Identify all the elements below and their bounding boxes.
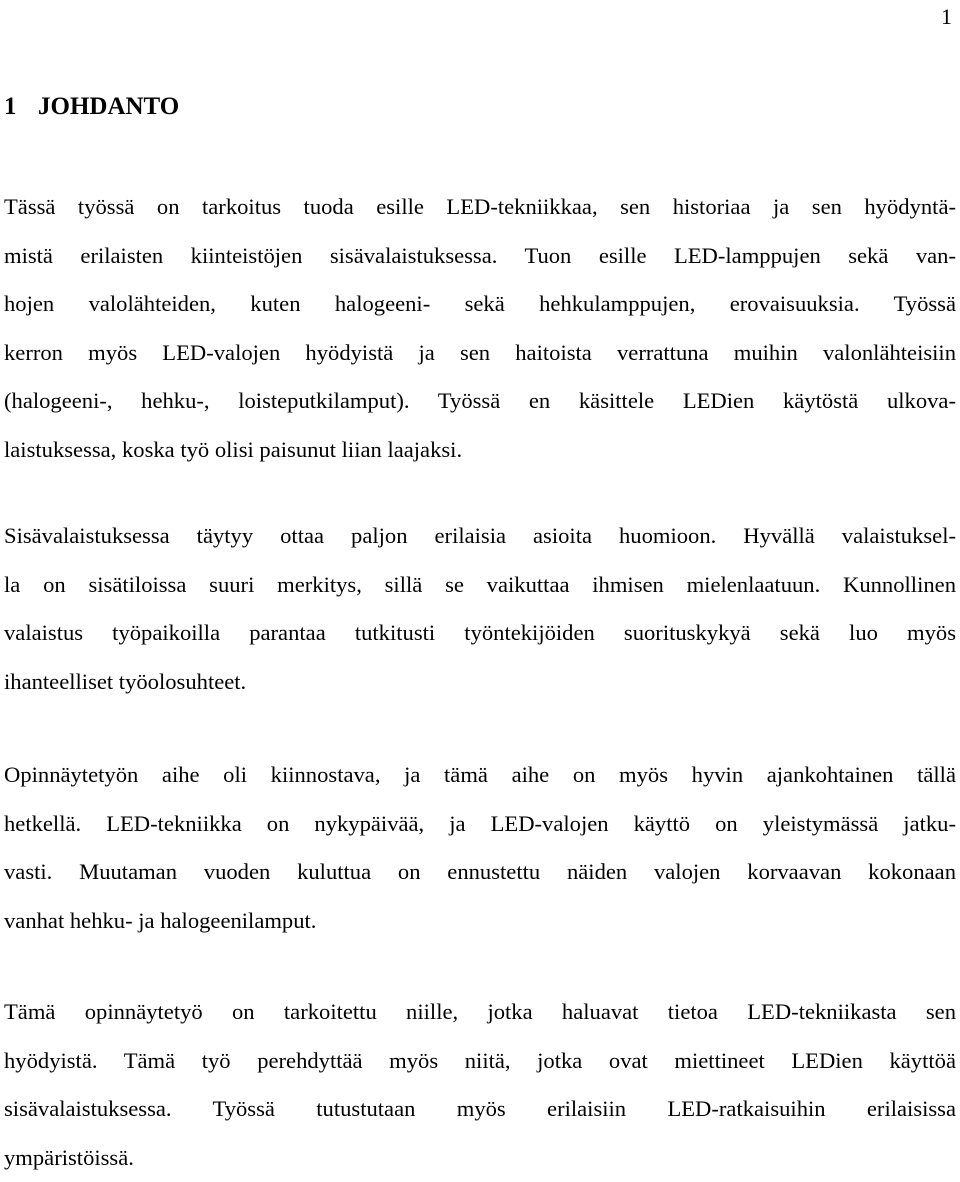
text-line: valaistus työpaikoilla parantaa tutkitusti työntekijöiden suorituskykyä sekä luo myös [4, 609, 956, 658]
text-line: hyödyistä. Tämä työ perehdyttää myös niitä, jotka ovat miettineet LEDien käyttöä [4, 1037, 956, 1086]
text-line: vasti. Muutaman vuoden kuluttua on ennustettu näiden valojen korvaavan kokonaan [4, 848, 956, 897]
paragraph-intro [4, 183, 956, 474]
paragraph-topic [4, 751, 956, 945]
text-line: la on sisätiloissa suuri merkitys, sillä se vaikuttaa ihmisen mielenlaatuun. Kunnollinen [4, 561, 956, 610]
chapter-number: 1 [4, 92, 38, 122]
text-line: ihanteelliset työolosuhteet. [4, 658, 956, 707]
chapter-heading [4, 92, 179, 122]
text-line: laistuksessa, koska työ olisi paisunut liian laajaksi. [4, 426, 956, 475]
text-line: vanhat hehku- ja halogeenilamput. [4, 897, 956, 946]
chapter-title: JOHDANTO [38, 93, 179, 120]
text-line: Tämä opinnäytetyö on tarkoitettu niille, jotka haluavat tietoa LED-tekniikasta sen [4, 988, 956, 1037]
text-line: hojen valolähteiden, kuten halogeeni- sekä hehkulamppujen, erovaisuuksia. Työssä [4, 280, 956, 329]
paragraph-audience [4, 988, 956, 1182]
paragraph-indoor-lighting [4, 512, 956, 706]
text-line: (halogeeni-, hehku-, loisteputkilamput). Työssä en käsittele LEDien käytöstä ulkova- [4, 377, 956, 426]
page-number: 1 [941, 4, 952, 30]
text-line: Sisävalaistuksessa täytyy ottaa paljon erilaisia asioita huomioon. Hyvällä valaistuksel- [4, 512, 956, 561]
text-line: Opinnäytetyön aihe oli kiinnostava, ja tämä aihe on myös hyvin ajankohtainen tällä [4, 751, 956, 800]
text-line: sisävalaistuksessa. Työssä tutustutaan myös erilaisiin LED-ratkaisuihin erilaisissa [4, 1085, 956, 1134]
text-line: mistä erilaisten kiinteistöjen sisävalaistuksessa. Tuon esille LED-lamppujen sekä van- [4, 232, 956, 281]
text-line: hetkellä. LED-tekniikka on nykypäivää, ja LED-valojen käyttö on yleistymässä jatku- [4, 800, 956, 849]
text-line: Tässä työssä on tarkoitus tuoda esille LED-tekniikkaa, sen historiaa ja sen hyödyntä- [4, 183, 956, 232]
text-line: ympäristöissä. [4, 1134, 956, 1182]
text-line: kerron myös LED-valojen hyödyistä ja sen haitoista verrattuna muihin valonlähteisiin [4, 329, 956, 378]
